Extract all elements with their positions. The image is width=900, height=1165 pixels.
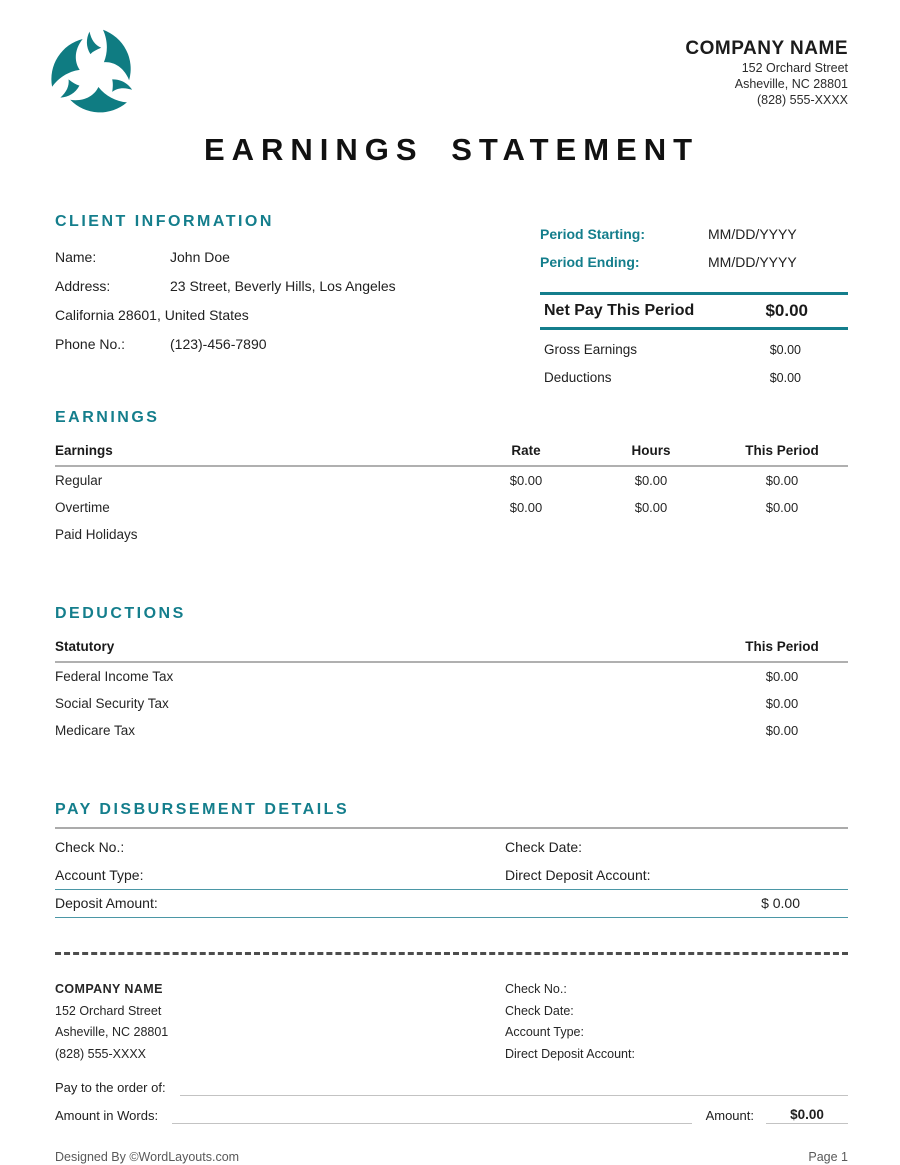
net-pay-label: Net Pay This Period xyxy=(544,302,695,319)
amount-in-words-blank-line xyxy=(172,1110,691,1124)
deposit-amount-row xyxy=(55,890,848,917)
footer-credit: Designed By ©WordLayouts.com xyxy=(55,1150,240,1164)
direct-deposit-label: Direct Deposit Account: xyxy=(505,867,651,883)
table-row xyxy=(55,521,848,548)
pay-disbursement-section xyxy=(55,800,848,918)
company-name: COMPANY NAME xyxy=(685,38,848,59)
cut-here-dashed-line xyxy=(55,952,848,955)
earnings-period-value xyxy=(716,521,848,548)
stub-company-block xyxy=(55,979,505,1065)
earnings-row-label: Overtime xyxy=(55,500,110,515)
gross-earnings-value: $0.00 xyxy=(769,343,801,357)
net-pay-value: $0.00 xyxy=(765,301,808,320)
earnings-period-value: $0.00 xyxy=(765,473,799,488)
amount-in-words-label: Amount in Words: xyxy=(55,1108,159,1123)
net-pay-box xyxy=(540,292,848,330)
this-period-col-header: This Period xyxy=(745,639,819,654)
pay-to-order-row xyxy=(55,1079,848,1096)
statutory-col-header: Statutory xyxy=(55,639,115,654)
deduction-period-value: $0.00 xyxy=(765,723,799,738)
period-ending-row xyxy=(540,248,848,276)
table-row xyxy=(55,467,848,494)
earnings-hours-value: $0.00 xyxy=(634,500,668,515)
stub-check-details xyxy=(505,979,848,1065)
check-date-label: Check Date: xyxy=(505,839,583,855)
deposit-amount-value: $ 0.00 xyxy=(761,895,800,911)
pay-disbursement-heading: PAY DISBURSEMENT DETAILS xyxy=(55,801,350,818)
deduction-row-label: Federal Income Tax xyxy=(55,669,174,684)
client-name-label: Name: xyxy=(55,249,97,265)
period-starting-value: MM/DD/YYYY xyxy=(708,226,797,242)
earnings-row-label: Paid Holidays xyxy=(55,527,138,542)
deductions-heading: DEDUCTIONS xyxy=(55,605,186,622)
client-address-line2: California 28601, United States xyxy=(55,307,249,323)
stub-address-line2: Asheville, NC 28801 xyxy=(55,1025,169,1039)
period-starting-label: Period Starting: xyxy=(540,226,646,242)
stub-check-date-label: Check Date: xyxy=(505,1003,574,1018)
stub-address-line1: 152 Orchard Street xyxy=(55,1003,162,1018)
deposit-amount-label: Deposit Amount: xyxy=(55,895,158,911)
rate-col-header: Rate xyxy=(511,443,541,458)
earnings-hours-value xyxy=(586,521,716,548)
earnings-table-header xyxy=(55,441,848,467)
period-starting-row xyxy=(540,220,848,248)
client-phone-label: Phone No.: xyxy=(55,336,126,352)
earnings-rate-value xyxy=(466,521,586,548)
client-phone-row xyxy=(55,330,507,359)
deduction-row-label: Social Security Tax xyxy=(55,696,169,711)
deductions-table xyxy=(55,637,848,744)
client-address-value: 23 Street, Beverly Hills, Los Angeles xyxy=(170,278,396,294)
table-row xyxy=(55,663,848,690)
divider xyxy=(55,917,848,918)
client-name-row xyxy=(55,243,507,272)
company-address-line1: 152 Orchard Street xyxy=(741,61,848,75)
check-no-label: Check No.: xyxy=(55,839,125,855)
amount-value: $0.00 xyxy=(766,1106,848,1124)
gross-earnings-row xyxy=(540,336,848,364)
earnings-table xyxy=(55,441,848,548)
stub-account-type-label: Account Type: xyxy=(505,1025,584,1039)
table-row xyxy=(55,690,848,717)
stub-direct-deposit-label: Direct Deposit Account: xyxy=(505,1046,635,1061)
company-phone: (828) 555-XXXX xyxy=(756,93,848,107)
client-and-summary-section xyxy=(55,212,848,392)
client-phone-value: (123)-456-7890 xyxy=(170,336,267,352)
document-header xyxy=(55,0,848,118)
deduction-row-label: Medicare Tax xyxy=(55,723,136,738)
amount-in-words-row xyxy=(55,1106,848,1124)
client-address-line2-row xyxy=(55,301,507,330)
client-address-label: Address: xyxy=(55,278,111,294)
earnings-section xyxy=(55,408,848,548)
this-period-col-header: This Period xyxy=(745,443,819,458)
client-information-heading: CLIENT INFORMATION xyxy=(55,213,274,230)
client-information-panel xyxy=(55,212,507,392)
table-row xyxy=(55,494,848,521)
table-row xyxy=(55,717,848,744)
earnings-heading: EARNINGS xyxy=(55,409,160,426)
amount-label: Amount: xyxy=(705,1108,754,1123)
period-ending-label: Period Ending: xyxy=(540,254,640,270)
deduction-period-value: $0.00 xyxy=(765,696,799,711)
account-type-label: Account Type: xyxy=(55,867,144,883)
hours-col-header: Hours xyxy=(631,443,671,458)
deductions-summary-label: Deductions xyxy=(544,370,612,385)
earnings-col-header: Earnings xyxy=(55,443,113,458)
pay-to-order-blank-line xyxy=(180,1082,848,1096)
company-address-line2: Asheville, NC 28801 xyxy=(734,77,848,91)
client-address-row xyxy=(55,272,507,301)
deduction-period-value: $0.00 xyxy=(765,669,799,684)
pinwheel-logo-icon xyxy=(49,26,139,120)
deductions-table-header xyxy=(55,637,848,663)
page-number: Page 1 xyxy=(808,1150,848,1164)
earnings-row-label: Regular xyxy=(55,473,103,488)
gross-earnings-label: Gross Earnings xyxy=(544,342,638,357)
earnings-rate-value: $0.00 xyxy=(509,473,543,488)
pay-to-order-label: Pay to the order of: xyxy=(55,1080,166,1095)
deductions-section xyxy=(55,604,848,744)
page-footer xyxy=(55,1150,848,1164)
earnings-rate-value: $0.00 xyxy=(509,500,543,515)
pay-summary-panel xyxy=(540,212,848,392)
stub-check-no-label: Check No.: xyxy=(505,982,567,996)
earnings-period-value: $0.00 xyxy=(765,500,799,515)
page-title: EARNINGS STATEMENT xyxy=(203,132,700,167)
company-header-block xyxy=(685,38,848,108)
earnings-hours-value: $0.00 xyxy=(634,473,668,488)
deductions-summary-row xyxy=(540,364,848,392)
check-stub-section xyxy=(55,979,848,1124)
deductions-summary-value: $0.00 xyxy=(769,371,801,385)
stub-phone: (828) 555-XXXX xyxy=(55,1046,147,1061)
client-name-value: John Doe xyxy=(170,249,230,265)
stub-company-name: COMPANY NAME xyxy=(55,982,163,996)
period-ending-value: MM/DD/YYYY xyxy=(708,254,797,270)
